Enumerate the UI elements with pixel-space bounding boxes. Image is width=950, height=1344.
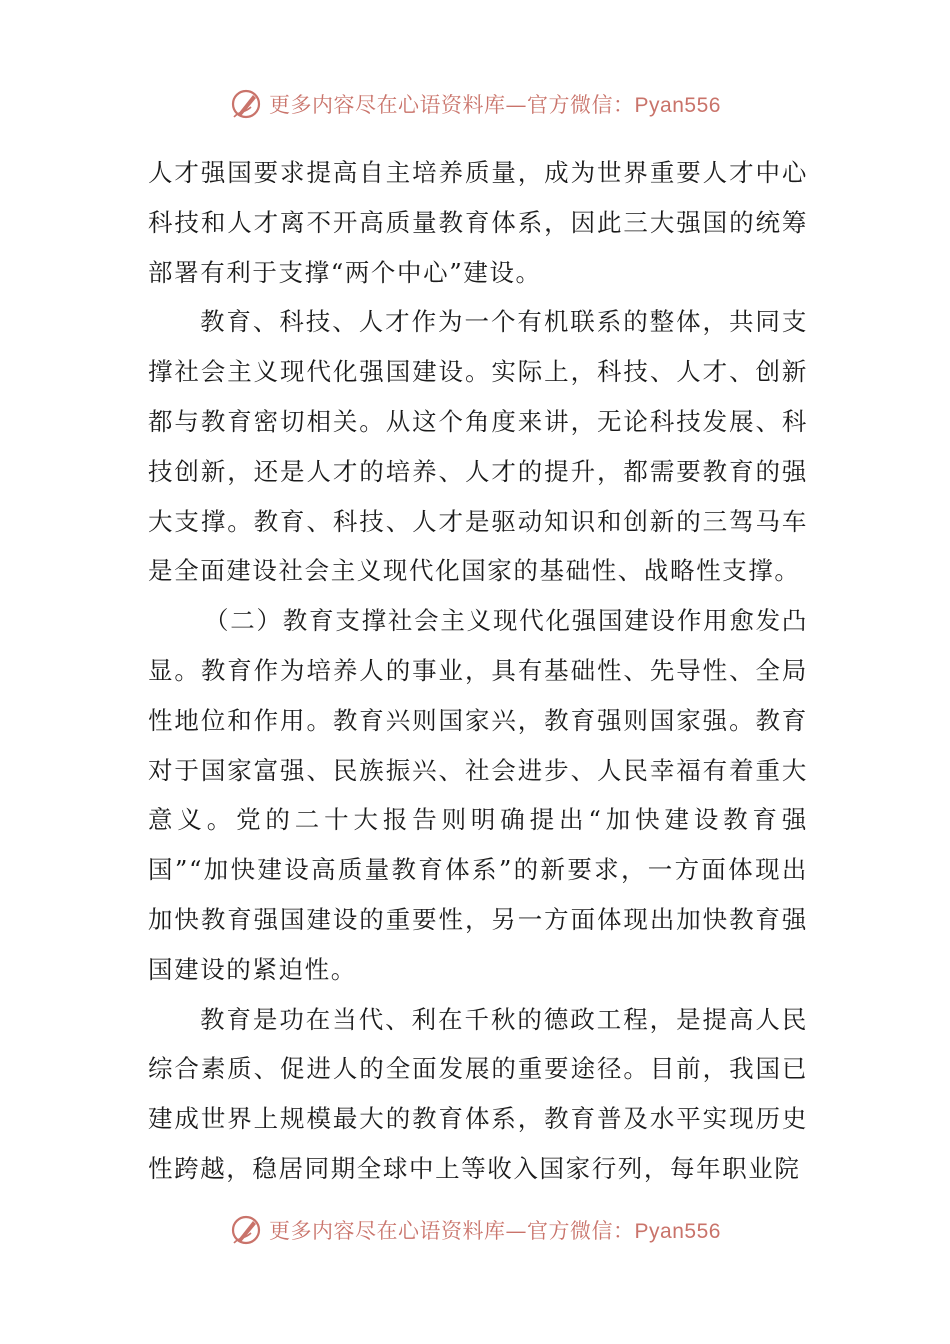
watermark-handle: Pyan556 <box>634 1220 721 1243</box>
pen-logo-icon <box>229 1213 263 1247</box>
watermark-text: 更多内容尽在心语资料库—官方微信：Pyan556 <box>269 93 721 117</box>
watermark-header <box>0 82 950 126</box>
paragraph: 教育、科技、人才作为一个有机联系的整体，共同支撑社会主义现代化强国建设。实际上，科技、人才、创新都与教育密切相关。从这个角度来讲，无论科技发展、科技创新，还是人才的培养、人才的提升，都需要教育的强大支撑。教育、科技、人才是驱动知识和创新的三驾马车是全面建设社会主义现代化国家的基础性、战略性支撑。 <box>148 307 808 586</box>
watermark-text: 更多内容尽在心语资料库—官方微信：Pyan556 <box>269 1219 721 1243</box>
watermark-handle: Pyan556 <box>634 94 721 117</box>
pen-logo-icon <box>229 87 263 121</box>
watermark-footer <box>0 1208 950 1252</box>
paragraph: 教育是功在当代、利在千秋的德政工程，是提高人民综合素质、促进人的全面发展的重要途径。目前，我国已建成世界上规模最大的教育体系，教育普及水平实现历史性跨越，稳居同期全球中上等收入国家行列，每年职业院 <box>148 1004 808 1183</box>
document-body <box>148 148 808 1194</box>
paragraph-continuation: 人才强国要求提高自主培养质量，成为世界重要人才中心科技和人才离不开高质量教育体系，因此三大强国的统筹部署有利于支撑“两个中心”建设。 <box>148 158 808 287</box>
section-paragraph: （二）教育支撑社会主义现代化强国建设作用愈发凸显。教育作为培养人的事业，具有基础性、先导性、全局性地位和作用。教育兴则国家兴，教育强则国家强。教育对于国家富强、民族振兴、社会进步、人民幸福有着重大意义。党的二十大报告则明确提出“加快建设教育强国”“加快建设高质量教育体系”的新要求，一方面体现出加快教育强国建设的重要性，另一方面体现出加快教育强国建设的紧迫性。 <box>148 606 808 984</box>
